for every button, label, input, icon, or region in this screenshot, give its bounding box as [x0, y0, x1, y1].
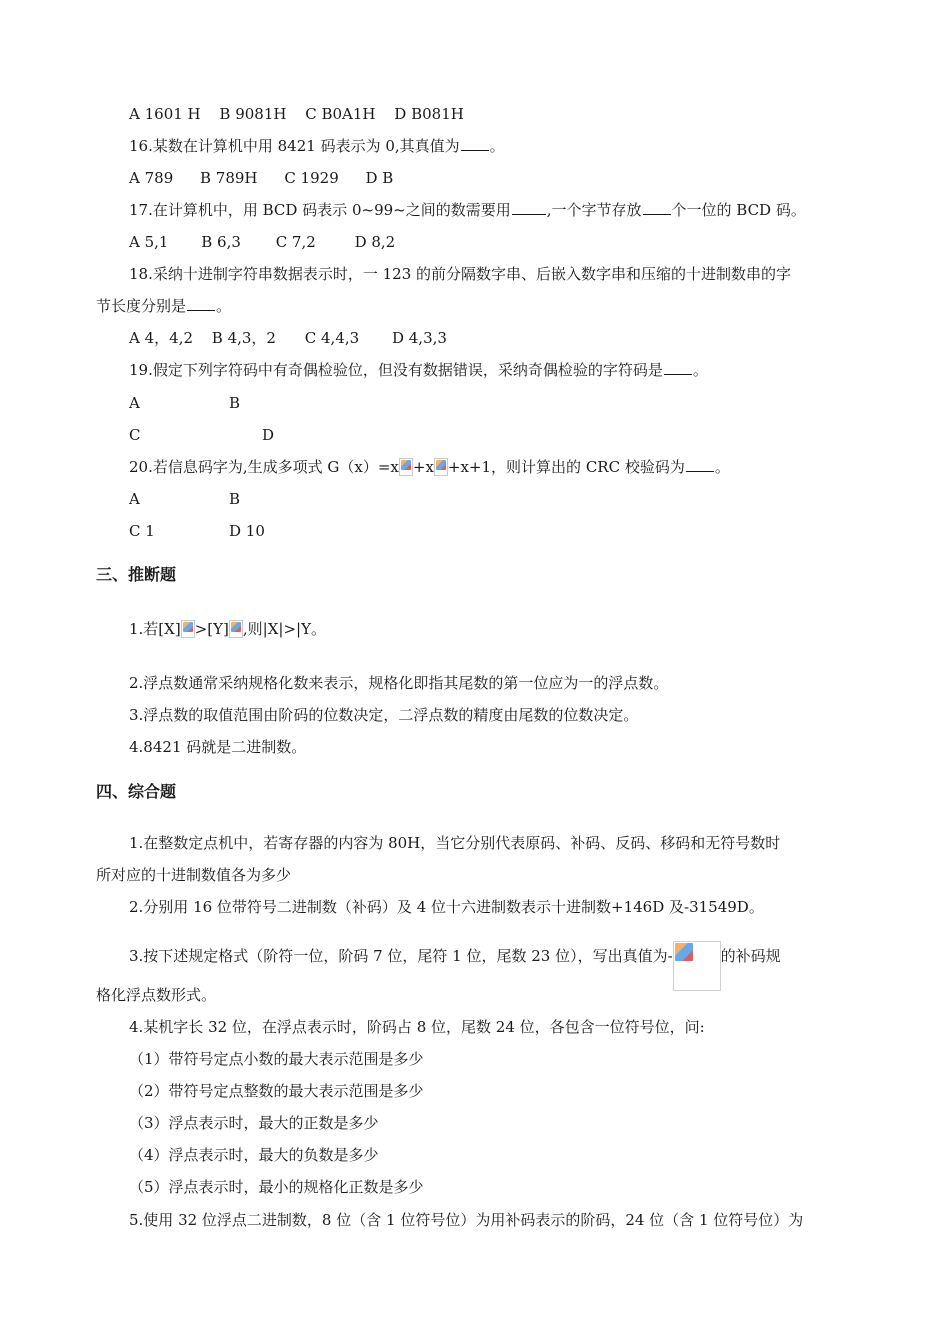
q20-option-d: D 10 — [229, 522, 265, 540]
comprehensive-item-4: 4.某机字长 32 位，在浮点表示时，阶码占 8 位，尾数 24 位，各包含一位符号位，问: — [129, 1018, 705, 1036]
question-text: 19.假定下列字符码中有奇偶检验位，但没有数据错误，采纳奇偶检验的字符码是 — [129, 361, 663, 379]
q19-option-a: A — [129, 394, 140, 412]
punctuation: 。 — [714, 458, 730, 476]
question-18-line1 — [129, 264, 791, 284]
option-c: C 1929 — [284, 169, 339, 187]
item-text: ,则|X|>|Y。 — [242, 620, 326, 638]
sub-question-2: （2）带符号定点整数的最大表示范围是多少 — [129, 1082, 424, 1100]
question-text: 个一位的 BCD 码。 — [671, 201, 806, 219]
item-text: >[Y] — [194, 620, 229, 638]
comprehensive-item-3 — [129, 941, 781, 991]
option-b: B 4,3，2 — [211, 329, 276, 347]
question-text: 18.采纳十进制字符串数据表示时，一 123 的前分隔数字串、后嵌入数字串和压缩的十进制数串的字 — [129, 265, 792, 283]
comprehensive-item-1-line2: 所对应的十进制数值各为多少 — [96, 866, 292, 884]
broken-image-icon — [399, 458, 413, 476]
section-heading: 四、综合题 — [96, 782, 177, 801]
comprehensive-item-1-line1: 1.在整数定点机中，若寄存器的内容为 80H，当它分别代表原码、补码、反码、移码和无符号数时 — [129, 834, 781, 852]
section-heading: 三、推断题 — [96, 565, 177, 584]
q20-option-c: C 1 — [129, 522, 155, 540]
q20-option-a: A — [129, 490, 140, 508]
punctuation: 。 — [216, 297, 232, 315]
answer-blank — [643, 200, 671, 215]
item-text: 3.按下述规定格式（阶符一位，阶码 7 位，尾符 1 位，尾数 23 位），写出真值为- — [129, 947, 673, 965]
answer-blank — [512, 200, 546, 215]
question-text: 16.某数在计算机中用 8421 码表示为 0,其真值为 — [129, 137, 460, 155]
answer-blank — [686, 457, 714, 472]
option-c: C B0A1H — [305, 105, 376, 123]
judgement-item-1 — [129, 619, 326, 639]
option-d: D B081H — [394, 105, 464, 123]
item-text: 的补码规 — [720, 947, 781, 965]
question-20 — [129, 457, 730, 477]
sub-question-5: （5）浮点表示时，最小的规格化正数是多少 — [129, 1178, 424, 1196]
q19-option-c: C — [129, 426, 141, 444]
option-a: A 789 — [129, 169, 174, 187]
question-text: 节长度分别是 — [96, 297, 187, 315]
question-text: 17.在计算机中，用 BCD 码表示 0~99~之间的数需要用 — [129, 201, 511, 219]
option-b: B 789H — [200, 169, 258, 187]
question-17 — [129, 200, 806, 220]
question-text: ,一个字节存放 — [546, 201, 642, 219]
q18-options — [129, 328, 447, 348]
sub-question-1: （1）带符号定点小数的最大表示范围是多少 — [129, 1050, 424, 1068]
answer-blank — [461, 136, 489, 151]
sub-question-3: （3）浮点表示时，最大的正数是多少 — [129, 1114, 379, 1132]
option-c: C 7,2 — [275, 233, 316, 251]
option-d: D 8,2 — [354, 233, 396, 251]
judgement-item-3: 3.浮点数的取值范围由阶码的位数决定，二浮点数的精度由尾数的位数决定。 — [129, 706, 639, 724]
option-b: B 6,3 — [201, 233, 241, 251]
question-text: 20.若信息码字为,生成多项式 G（x）=x — [129, 458, 399, 476]
comprehensive-item-5: 5.使用 32 位浮点二进制数，8 位（含 1 位符号位）为用补码表示的阶码，24 位（含 1 位符号位）为 — [129, 1211, 804, 1229]
option-a: A 4，4,2 — [129, 329, 193, 347]
q17-options — [129, 232, 395, 252]
q20-option-b: B — [229, 490, 241, 508]
q19-option-b: B — [229, 394, 241, 412]
option-d: D 4,3,3 — [391, 329, 447, 347]
q19-option-d: D — [262, 426, 275, 444]
punctuation: 。 — [489, 137, 505, 155]
item-text: 1.若[X] — [129, 620, 181, 638]
comprehensive-item-2: 2.分别用 16 位带符号二进制数（补码）及 4 位十六进制数表示十进制数+146D 及-31549D。 — [129, 898, 764, 916]
question-text: +x+1，则计算出的 CRC 校验码为 — [447, 458, 685, 476]
broken-image-icon — [229, 620, 243, 638]
q16-options — [129, 168, 393, 188]
judgement-item-4: 4.8421 码就是二进制数。 — [129, 738, 307, 756]
option-b: B 9081H — [219, 105, 287, 123]
answer-blank — [664, 360, 692, 375]
option-a: A 1601 H — [129, 105, 201, 123]
broken-image-icon — [673, 941, 721, 991]
sub-question-4: （4）浮点表示时，最大的负数是多少 — [129, 1146, 379, 1164]
option-a: A 5,1 — [129, 233, 169, 251]
question-18-line2 — [96, 296, 231, 316]
answer-blank — [187, 296, 215, 311]
q15-options — [129, 104, 464, 124]
broken-image-icon — [181, 620, 195, 638]
broken-image-icon — [434, 458, 448, 476]
comprehensive-item-3-line2: 格化浮点数形式。 — [96, 986, 217, 1004]
question-text: +x — [412, 458, 434, 476]
punctuation: 。 — [692, 361, 708, 379]
option-d: D B — [365, 169, 394, 187]
judgement-item-2: 2.浮点数通常采纳规格化数来表示，规格化即指其尾数的第一位应为一的浮点数。 — [129, 674, 669, 692]
option-c: C 4,4,3 — [304, 329, 360, 347]
question-16 — [129, 136, 505, 156]
question-19 — [129, 360, 708, 380]
